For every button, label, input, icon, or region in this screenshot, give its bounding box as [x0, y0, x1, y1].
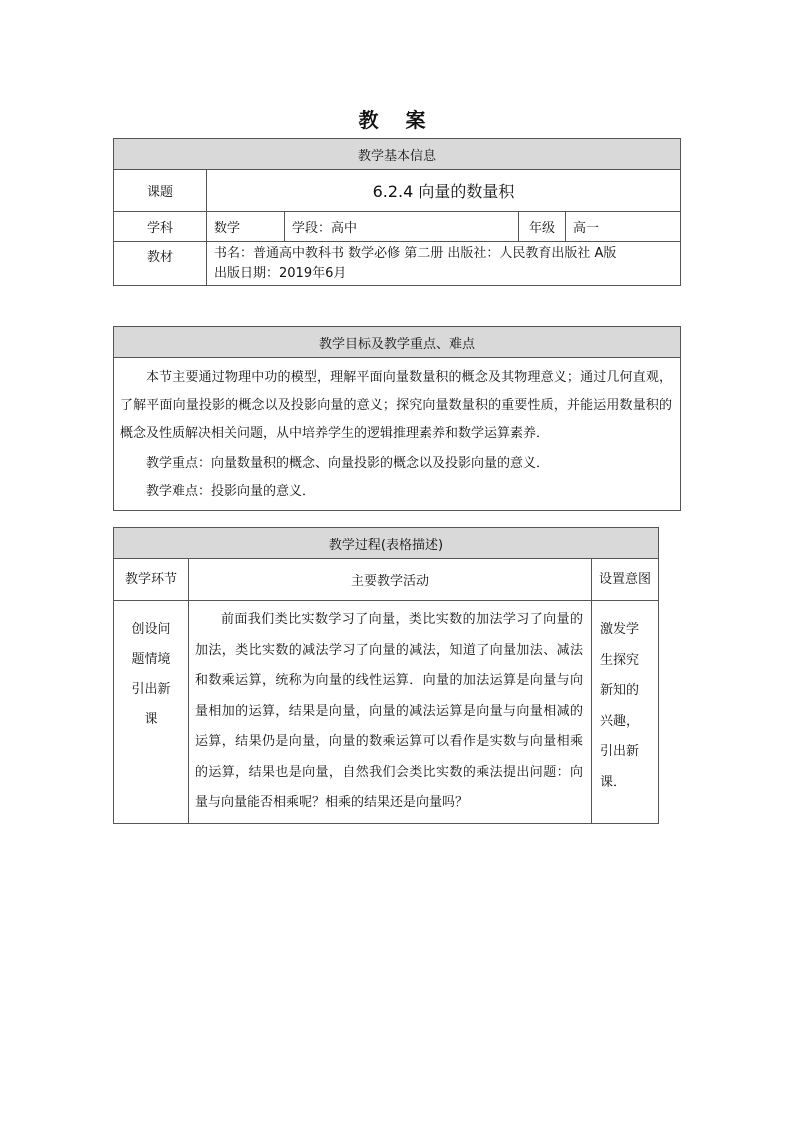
- subject-value: 数学: [207, 212, 285, 242]
- topic-value: 6.2.4 向量的数量积: [207, 170, 681, 212]
- basic-info-header: 教学基本信息: [114, 139, 681, 170]
- topic-label: 课题: [114, 170, 207, 212]
- col-intent-header: 设置意图: [592, 559, 659, 601]
- textbook-line-2: 出版日期：2019年6月: [214, 266, 347, 281]
- grade-label: 年级: [519, 212, 566, 242]
- document-title: 教 案: [358, 108, 436, 132]
- row-intent: 激发学生探究新知的兴趣，引出新课．: [592, 601, 659, 824]
- grade-value: 高一: [566, 212, 681, 242]
- col-stage-header: 教学环节: [114, 559, 189, 601]
- process-header: 教学过程(表格描述): [114, 528, 659, 559]
- textbook-line-1: 书名：普通高中教科书 数学必修 第二册 出版社：人民教育出版社 A版: [214, 246, 617, 261]
- goals-body: [114, 358, 681, 511]
- subject-label: 学科: [114, 212, 207, 242]
- difficulties: 教学难点：投影向量的意义．: [146, 484, 316, 499]
- textbook-info: [207, 242, 681, 286]
- stage-value: 学段：高中: [285, 212, 519, 242]
- row-stage: 创设问题情境引出新课: [114, 601, 189, 824]
- process-table: [113, 527, 659, 824]
- basic-info-table: [113, 138, 681, 286]
- goals-header: 教学目标及教学重点、难点: [114, 327, 681, 358]
- goals-paragraph: 本节主要通过物理中功的模型，理解平面向量数量积的概念及其物理意义；通过几何直观，了解平面向量投影的概念以及投影向量的意义；探究向量数量积的重要性质，并能运用数量积的概念及性质解决相关问题，从中培养学生的逻辑推理素养和数学运算素养．: [120, 370, 672, 441]
- key-points: 教学重点：向量数量积的概念、向量投影的概念以及投影向量的意义．: [146, 456, 550, 471]
- textbook-label: 教材: [114, 242, 207, 286]
- goals-table: [113, 326, 681, 511]
- col-activity-header: 主要教学活动: [189, 559, 592, 601]
- row-activity: 前面我们类比实数学习了向量，类比实数的加法学习了向量的加法，类比实数的减法学习了向量的减法，知道了向量加法、减法和数乘运算，统称为向量的线性运算．向量的加法运算是向量与向量相加的运算，结果是向量，向量的减法运算是向量与向量相减的运算，结果仍是向量，向量的数乘运算可以看作是实数与向量相乘的运算，结果也是向量，自然我们会类比实数的乘法提出问题：向量与向量能否相乘呢？相乘的结果还是向量吗？: [189, 601, 592, 824]
